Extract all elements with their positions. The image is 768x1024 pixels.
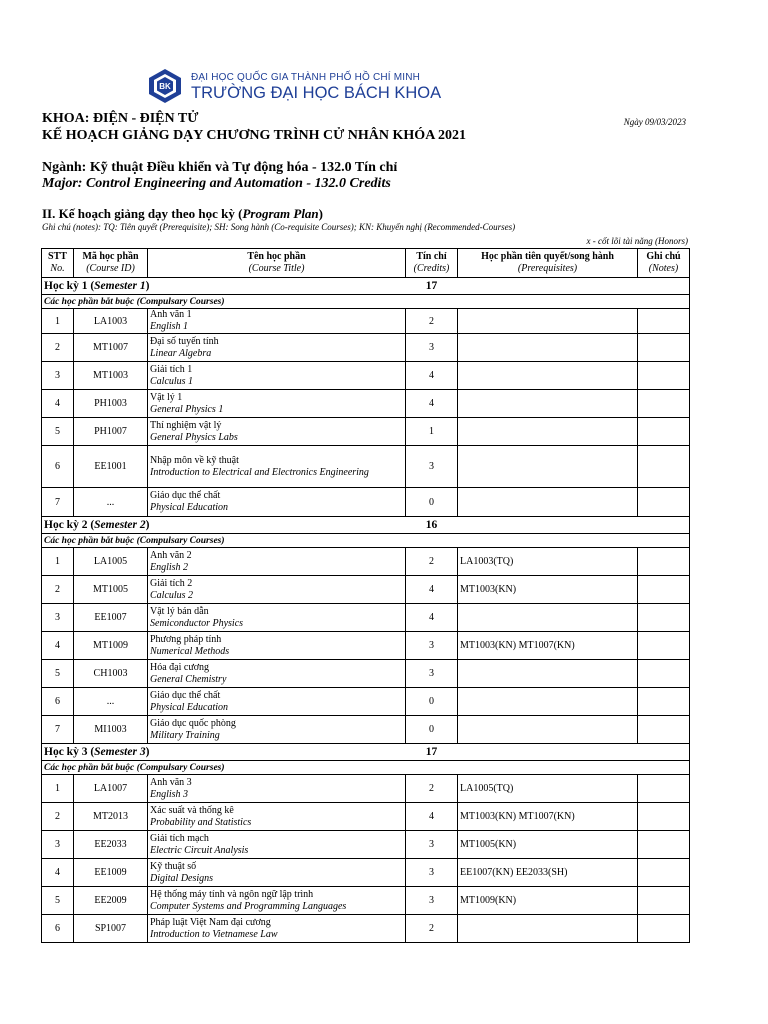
course-title bbox=[148, 418, 406, 446]
course-notes bbox=[638, 548, 690, 576]
semester-row bbox=[42, 744, 690, 761]
course-notes bbox=[638, 859, 690, 887]
course-title-vn: Hóa đại cương bbox=[150, 661, 210, 673]
course-prereq bbox=[458, 488, 638, 517]
major-vn: Ngành: Kỹ thuật Điều khiển và Tự động hóa - 132.0 Tín chỉ bbox=[42, 160, 398, 175]
course-title bbox=[148, 632, 406, 660]
course-notes bbox=[638, 418, 690, 446]
course-prereq: MT1003(KN) MT1007(KN) bbox=[458, 803, 638, 831]
course-group-label: Các học phần bắt buộc (Compulsary Courses) bbox=[42, 761, 690, 775]
course-credits: 2 bbox=[406, 915, 458, 943]
course-prereq: EE1007(KN) EE2033(SH) bbox=[458, 859, 638, 887]
course-credits: 0 bbox=[406, 688, 458, 716]
course-stt: 7 bbox=[42, 716, 74, 744]
course-stt: 6 bbox=[42, 915, 74, 943]
course-notes bbox=[638, 775, 690, 803]
course-title-en: General Physics 1 bbox=[150, 403, 224, 415]
course-credits: 0 bbox=[406, 716, 458, 744]
course-credits: 4 bbox=[406, 576, 458, 604]
course-title-en: Calculus 2 bbox=[150, 589, 194, 601]
course-title-vn: Giải tích 1 bbox=[150, 363, 193, 375]
notes-legend: Ghi chú (notes): TQ: Tiên quyết (Prerequisite); SH: Song hành (Co-requisite Courses); KN: Khuyến nghị (Recommended-Courses) bbox=[42, 222, 516, 232]
course-id: LA1005 bbox=[74, 548, 148, 576]
course-row bbox=[42, 688, 690, 716]
course-stt: 4 bbox=[42, 390, 74, 418]
course-row bbox=[42, 859, 690, 887]
course-id: ... bbox=[74, 688, 148, 716]
course-row bbox=[42, 660, 690, 688]
course-stt: 5 bbox=[42, 660, 74, 688]
course-title-vn: Vật lý bán dẫn bbox=[150, 605, 209, 617]
course-title-en: Computer Systems and Programming Languages bbox=[150, 900, 347, 912]
course-title-vn: Giáo dục thể chất bbox=[150, 689, 221, 701]
semester-label-close: ) bbox=[145, 280, 150, 292]
course-title-vn: Giáo dục quốc phòng bbox=[150, 717, 236, 729]
course-title-vn: Giáo dục thể chất bbox=[150, 490, 221, 501]
col-header-stt: STT No. bbox=[42, 249, 74, 278]
course-credits: 3 bbox=[406, 887, 458, 915]
course-id: EE1001 bbox=[74, 446, 148, 488]
course-title bbox=[148, 576, 406, 604]
course-prereq bbox=[458, 309, 638, 334]
course-prereq bbox=[458, 334, 638, 362]
semester-label bbox=[42, 278, 406, 295]
course-prereq: MT1005(KN) bbox=[458, 831, 638, 859]
course-credits: 3 bbox=[406, 859, 458, 887]
course-stt: 6 bbox=[42, 688, 74, 716]
course-prereq bbox=[458, 362, 638, 390]
course-row bbox=[42, 488, 690, 517]
table-header-row bbox=[42, 249, 690, 278]
course-title bbox=[148, 334, 406, 362]
course-stt: 2 bbox=[42, 334, 74, 362]
semester-label-en: Semester 2 bbox=[94, 519, 146, 531]
major-en: Major: Control Engineering and Automation - 132.0 Credits bbox=[42, 176, 391, 191]
course-id: MI1003 bbox=[74, 716, 148, 744]
course-title bbox=[148, 548, 406, 576]
semester-filler bbox=[458, 517, 690, 534]
course-group-label: Các học phần bắt buộc (Compulsary Courses) bbox=[42, 295, 690, 309]
course-row bbox=[42, 418, 690, 446]
course-prereq bbox=[458, 418, 638, 446]
semester-credits: 16 bbox=[406, 517, 458, 534]
course-row bbox=[42, 831, 690, 859]
course-title bbox=[148, 716, 406, 744]
course-title-en: Physical Education bbox=[150, 502, 229, 513]
course-stt: 4 bbox=[42, 632, 74, 660]
course-notes bbox=[638, 660, 690, 688]
course-title-en: Semiconductor Physics bbox=[150, 617, 244, 629]
course-title-en: English 2 bbox=[150, 561, 189, 573]
course-credits: 1 bbox=[406, 418, 458, 446]
course-title-en: English 1 bbox=[150, 321, 189, 332]
semester-label bbox=[42, 744, 406, 761]
course-title bbox=[148, 887, 406, 915]
course-stt: 3 bbox=[42, 362, 74, 390]
semester-credits: 17 bbox=[406, 744, 458, 761]
course-group-row bbox=[42, 534, 690, 548]
course-row bbox=[42, 716, 690, 744]
course-notes bbox=[638, 915, 690, 943]
course-row bbox=[42, 576, 690, 604]
course-title-vn: Xác suất và thống kê bbox=[150, 804, 234, 816]
course-title bbox=[148, 390, 406, 418]
semester-label-close: ) bbox=[145, 746, 150, 758]
course-prereq: LA1003(TQ) bbox=[458, 548, 638, 576]
document-date: Ngày 09/03/2023 bbox=[623, 117, 686, 127]
course-stt: 7 bbox=[42, 488, 74, 517]
course-title bbox=[148, 604, 406, 632]
logo-university-name: TRƯỜNG ĐẠI HỌC BÁCH KHOA bbox=[191, 84, 442, 102]
course-title-vn: Phương pháp tính bbox=[150, 633, 222, 645]
course-row bbox=[42, 604, 690, 632]
course-credits: 4 bbox=[406, 604, 458, 632]
course-stt: 5 bbox=[42, 418, 74, 446]
col-header-id: Mã học phần (Course ID) bbox=[74, 249, 148, 278]
course-title-vn: Pháp luật Việt Nam đại cương bbox=[150, 916, 271, 928]
course-notes bbox=[638, 604, 690, 632]
semester-label-en: Semester 1 bbox=[94, 280, 146, 292]
course-id: EE2009 bbox=[74, 887, 148, 915]
faculty-heading: KHOA: ĐIỆN - ĐIỆN TỬ bbox=[42, 111, 199, 126]
course-title-en: Introduction to Electrical and Electronics Engineering bbox=[150, 466, 369, 478]
course-row bbox=[42, 887, 690, 915]
course-credits: 4 bbox=[406, 390, 458, 418]
course-credits: 3 bbox=[406, 632, 458, 660]
course-row bbox=[42, 309, 690, 334]
course-title-vn: Vật lý 1 bbox=[150, 391, 183, 403]
course-stt: 3 bbox=[42, 831, 74, 859]
course-prereq: MT1009(KN) bbox=[458, 887, 638, 915]
col-header-notes: Ghi chú (Notes) bbox=[638, 249, 690, 278]
course-title-vn: Hệ thống máy tính và ngôn ngữ lập trình bbox=[150, 888, 314, 900]
course-row bbox=[42, 548, 690, 576]
course-title-vn: Thí nghiệm vật lý bbox=[150, 419, 222, 431]
course-row bbox=[42, 915, 690, 943]
course-notes bbox=[638, 803, 690, 831]
course-title-vn: Giải tích mạch bbox=[150, 832, 209, 844]
plan-title: KẾ HOẠCH GIẢNG DẠY CHƯƠNG TRÌNH CỬ NHÂN KHÓA 2021 bbox=[42, 128, 467, 143]
course-credits: 3 bbox=[406, 660, 458, 688]
col-header-prereq: Học phần tiên quyết/song hành (Prerequisites) bbox=[458, 249, 638, 278]
course-title bbox=[148, 488, 406, 517]
course-title-en: Introduction to Vietnamese Law bbox=[150, 928, 278, 940]
course-notes bbox=[638, 446, 690, 488]
semester-label-vn: Học kỳ 2 ( bbox=[44, 519, 95, 531]
course-id: MT1003 bbox=[74, 362, 148, 390]
course-title-en: General Chemistry bbox=[150, 673, 227, 685]
course-group-row bbox=[42, 761, 690, 775]
course-title-vn: Anh văn 1 bbox=[150, 309, 192, 320]
course-id: MT1009 bbox=[74, 632, 148, 660]
course-title-vn: Kỹ thuật số bbox=[150, 860, 197, 872]
course-credits: 2 bbox=[406, 775, 458, 803]
course-title-en: General Physics Labs bbox=[150, 431, 238, 443]
course-stt: 2 bbox=[42, 803, 74, 831]
course-prereq bbox=[458, 660, 638, 688]
svg-text:BK: BK bbox=[159, 82, 171, 91]
course-notes bbox=[638, 688, 690, 716]
course-id: EE1009 bbox=[74, 859, 148, 887]
course-id: MT2013 bbox=[74, 803, 148, 831]
course-prereq bbox=[458, 915, 638, 943]
course-prereq: MT1003(KN) MT1007(KN) bbox=[458, 632, 638, 660]
course-title-en: English 3 bbox=[150, 788, 189, 800]
course-row bbox=[42, 390, 690, 418]
course-stt: 6 bbox=[42, 446, 74, 488]
bk-logo-icon bbox=[147, 68, 183, 104]
course-prereq bbox=[458, 390, 638, 418]
course-title-en: Physical Education bbox=[150, 701, 229, 713]
course-id: MT1005 bbox=[74, 576, 148, 604]
course-notes bbox=[638, 887, 690, 915]
course-title-en: Probability and Statistics bbox=[150, 816, 252, 828]
course-prereq: LA1005(TQ) bbox=[458, 775, 638, 803]
course-notes bbox=[638, 488, 690, 517]
semester-filler bbox=[458, 278, 690, 295]
course-prereq: MT1003(KN) bbox=[458, 576, 638, 604]
course-credits: 4 bbox=[406, 362, 458, 390]
course-title-en: Digital Designs bbox=[150, 872, 214, 884]
course-title-en: Electric Circuit Analysis bbox=[150, 844, 249, 856]
course-stt: 5 bbox=[42, 887, 74, 915]
course-title bbox=[148, 859, 406, 887]
course-id: PH1007 bbox=[74, 418, 148, 446]
course-notes bbox=[638, 309, 690, 334]
course-id: EE1007 bbox=[74, 604, 148, 632]
course-id: PH1003 bbox=[74, 390, 148, 418]
course-title bbox=[148, 915, 406, 943]
course-stt: 1 bbox=[42, 775, 74, 803]
course-notes bbox=[638, 632, 690, 660]
course-id: ... bbox=[74, 488, 148, 517]
course-title bbox=[148, 309, 406, 334]
col-header-title: Tên học phần (Course Title) bbox=[148, 249, 406, 278]
course-id: CH1003 bbox=[74, 660, 148, 688]
course-row bbox=[42, 362, 690, 390]
course-title bbox=[148, 688, 406, 716]
course-title-vn: Nhập môn về kỹ thuật bbox=[150, 454, 239, 466]
semester-row bbox=[42, 517, 690, 534]
course-title bbox=[148, 660, 406, 688]
course-notes bbox=[638, 334, 690, 362]
course-row bbox=[42, 446, 690, 488]
course-id: EE2033 bbox=[74, 831, 148, 859]
semester-label-close: ) bbox=[145, 519, 150, 531]
course-prereq bbox=[458, 716, 638, 744]
course-prereq bbox=[458, 604, 638, 632]
course-title bbox=[148, 362, 406, 390]
course-credits: 3 bbox=[406, 446, 458, 488]
course-title-en: Numerical Methods bbox=[150, 645, 230, 657]
course-notes bbox=[638, 831, 690, 859]
course-row bbox=[42, 775, 690, 803]
course-credits: 3 bbox=[406, 831, 458, 859]
course-title bbox=[148, 446, 406, 488]
university-logo bbox=[147, 68, 442, 108]
semester-filler bbox=[458, 744, 690, 761]
course-title bbox=[148, 831, 406, 859]
logo-university-system: ĐẠI HỌC QUỐC GIA THÀNH PHỐ HỒ CHÍ MINH bbox=[191, 72, 421, 83]
course-stt: 1 bbox=[42, 548, 74, 576]
course-notes bbox=[638, 390, 690, 418]
honors-legend: x - cốt lõi tài năng (Honors) bbox=[586, 236, 688, 246]
course-stt: 3 bbox=[42, 604, 74, 632]
course-id: MT1007 bbox=[74, 334, 148, 362]
section-heading: II. Kế hoạch giảng dạy theo học kỳ (Program Plan) bbox=[42, 206, 324, 221]
course-credits: 4 bbox=[406, 803, 458, 831]
semester-label-en: Semester 3 bbox=[94, 746, 146, 758]
col-header-credits: Tín chỉ (Credits) bbox=[406, 249, 458, 278]
course-credits: 3 bbox=[406, 334, 458, 362]
course-prereq bbox=[458, 446, 638, 488]
course-title-vn: Anh văn 3 bbox=[150, 776, 192, 788]
course-stt: 1 bbox=[42, 309, 74, 334]
course-prereq bbox=[458, 688, 638, 716]
course-row bbox=[42, 334, 690, 362]
course-title bbox=[148, 803, 406, 831]
course-title-en: Calculus 1 bbox=[150, 375, 194, 387]
course-group-label: Các học phần bắt buộc (Compulsary Courses) bbox=[42, 534, 690, 548]
semester-label-vn: Học kỳ 3 ( bbox=[44, 746, 95, 758]
course-credits: 2 bbox=[406, 548, 458, 576]
course-notes bbox=[638, 576, 690, 604]
course-id: LA1003 bbox=[74, 309, 148, 334]
course-title bbox=[148, 775, 406, 803]
semester-label bbox=[42, 517, 406, 534]
course-title-vn: Giải tích 2 bbox=[150, 577, 193, 589]
course-notes bbox=[638, 362, 690, 390]
course-stt: 4 bbox=[42, 859, 74, 887]
course-title-vn: Đại số tuyến tính bbox=[150, 335, 219, 347]
course-row bbox=[42, 632, 690, 660]
course-credits: 2 bbox=[406, 309, 458, 334]
course-stt: 2 bbox=[42, 576, 74, 604]
course-notes bbox=[638, 716, 690, 744]
course-title-en: Linear Algebra bbox=[150, 347, 212, 359]
course-credits: 0 bbox=[406, 488, 458, 517]
program-plan-table bbox=[41, 248, 690, 943]
course-row bbox=[42, 803, 690, 831]
course-title-en: Military Training bbox=[150, 729, 220, 741]
course-group-row bbox=[42, 295, 690, 309]
course-title-vn: Anh văn 2 bbox=[150, 549, 192, 561]
semester-credits: 17 bbox=[406, 278, 458, 295]
semester-row bbox=[42, 278, 690, 295]
course-id: SP1007 bbox=[74, 915, 148, 943]
semester-label-vn: Học kỳ 1 ( bbox=[44, 280, 95, 292]
course-id: LA1007 bbox=[74, 775, 148, 803]
